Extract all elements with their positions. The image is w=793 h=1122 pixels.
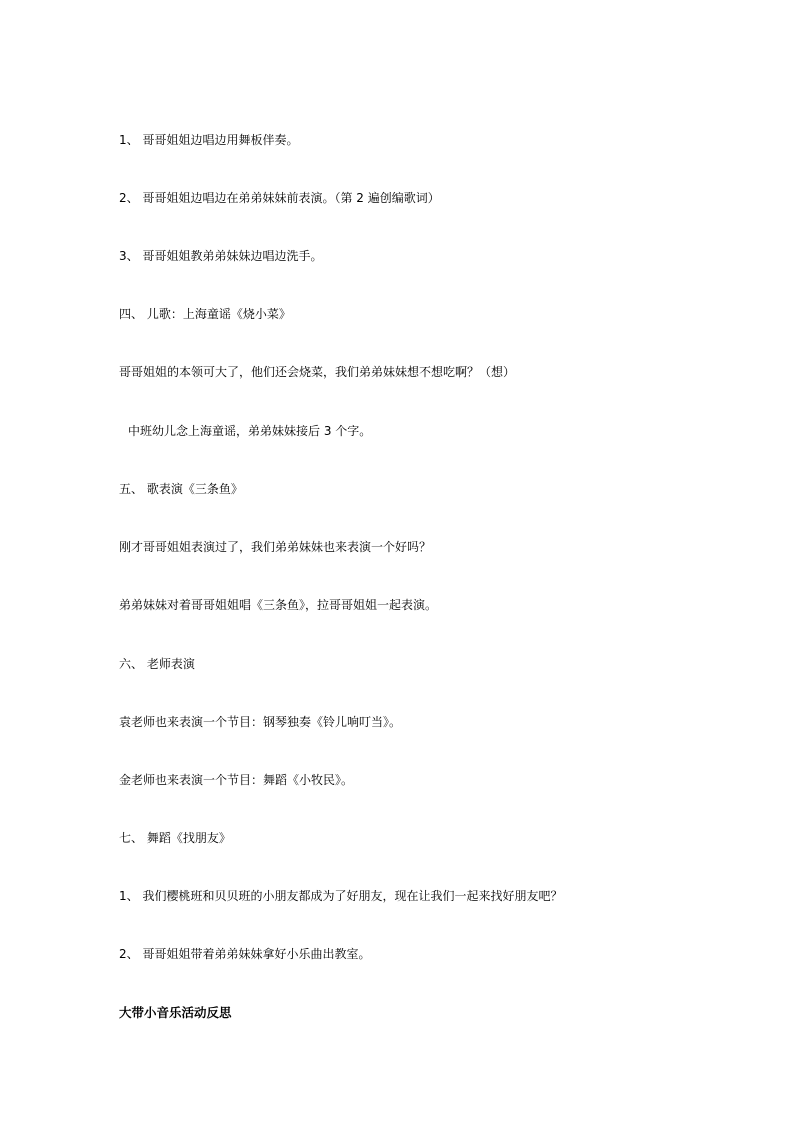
step-2-leave-classroom: 2、 哥哥姐姐带着弟弟妹妹拿好小乐曲出教室。 bbox=[119, 947, 371, 961]
section-four-intro: 哥哥姐姐的本领可大了，他们还会烧菜，我们弟弟妹妹想不想吃啊？（想） bbox=[119, 365, 516, 379]
section-five-activity: 弟弟妹妹对着哥哥姐姐唱《三条鱼》，拉哥哥姐姐一起表演。 bbox=[119, 598, 438, 612]
teacher-jin-performance: 金老师也来表演一个节目：舞蹈《小牧民》。 bbox=[119, 773, 354, 787]
section-four-heading: 四、 儿歌：上海童谣《烧小菜》 bbox=[119, 307, 291, 321]
section-five-intro: 刚才哥哥姐姐表演过了，我们弟弟妹妹也来表演一个好吗？ bbox=[119, 540, 432, 554]
step-1-find-friends: 1、 我们樱桃班和贝贝班的小朋友都成为了好朋友，现在让我们一起来找好朋友吧？ bbox=[119, 889, 563, 903]
step-2-perform: 2、 哥哥姐姐边唱边在弟弟妹妹前表演。（第 2 遍创编歌词） bbox=[119, 191, 440, 205]
teacher-yuan-performance: 袁老师也来表演一个节目：钢琴独奏《铃儿响叮当》。 bbox=[119, 715, 402, 729]
section-six-heading: 六、 老师表演 bbox=[119, 657, 195, 671]
section-seven-heading: 七、 舞蹈《找朋友》 bbox=[119, 831, 231, 845]
step-3-teach-washing: 3、 哥哥姐姐教弟弟妹妹边唱边洗手。 bbox=[119, 249, 323, 263]
section-five-heading: 五、 歌表演《三条鱼》 bbox=[119, 482, 243, 496]
step-1-accompany: 1、 哥哥姐姐边唱边用舞板伴奏。 bbox=[119, 133, 299, 147]
section-four-activity: 中班幼儿念上海童谣，弟弟妹妹接后 3 个字。 bbox=[128, 424, 372, 438]
reflection-heading: 大带小音乐活动反思 bbox=[119, 1005, 232, 1020]
